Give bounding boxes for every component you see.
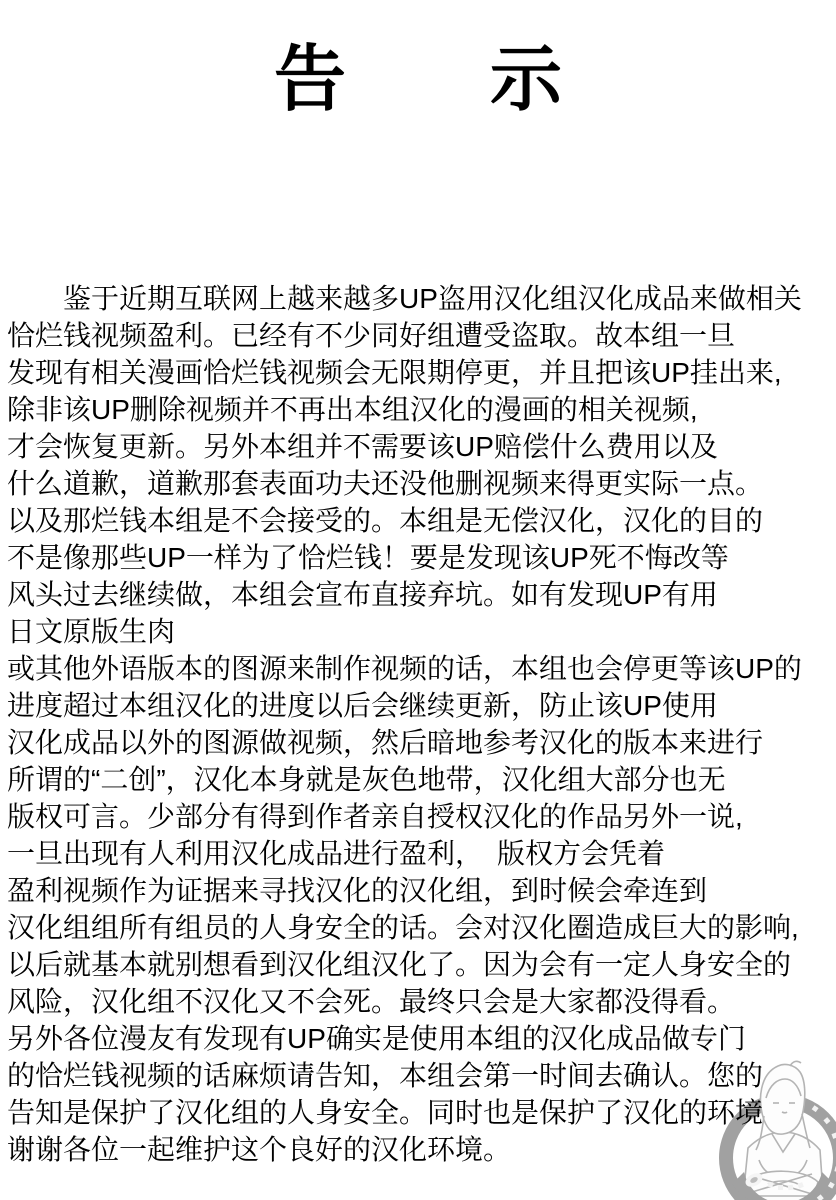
notice-line: 或其他外语版本的图源来制作视频的话，本组也会停更等该UP的 (7, 653, 802, 684)
notice-body (7, 280, 831, 1168)
notice-line: 日文原版生肉 (7, 616, 176, 647)
notice-line: 汉化组组所有组员的人身安全的话。会对汉化圈造成巨大的影响, (7, 912, 799, 943)
notice-line: 风头过去继续做，本组会宣布直接弃坑。如有发现UP有用 (7, 579, 718, 610)
notice-line: 盈利视频作为证据来寻找汉化的汉化组，到时候会牵连到 (7, 875, 708, 906)
notice-line: 一旦出现有人利用汉化成品进行盈利， 版权方会凭着 (7, 838, 666, 869)
notice-line: 才会恢复更新。另外本组并不需要该UP赔偿什么费用以及 (7, 431, 718, 462)
notice-line: 的恰烂钱视频的话麻烦请告知，本组会第一时间去确认。您的 (7, 1060, 764, 1091)
notice-line: 版权可言。少部分有得到作者亲自授权汉化的作品另外一说, (7, 801, 743, 832)
notice-line: 恰烂钱视频盈利。已经有不少同好组遭受盗取。故本组一旦 (7, 320, 736, 351)
notice-line: 风险，汉化组不汉化又不会死。最终只会是大家都没得看。 (7, 986, 736, 1017)
notice-line: 发现有相关漫画恰烂钱视频会无限期停更，并且把该UP挂出来, (7, 357, 782, 388)
notice-line: 鉴于近期互联网上越来越多UP盗用汉化组汉化成品来做相关 (7, 283, 802, 314)
notice-line: 所谓的“二创”，汉化本身就是灰色地带，汉化组大部分也无 (7, 764, 726, 795)
notice-line: 什么道歉，道歉那套表面功夫还没他删视频来得更实际一点。 (7, 468, 764, 499)
notice-line: 除非该UP删除视频并不再出本组汉化的漫画的相关视频, (7, 394, 698, 425)
notice-line: 告知是保护了汉化组的人身安全。同时也是保护了汉化的环境 (7, 1097, 764, 1128)
notice-line: 进度超过本组汉化的进度以后会继续更新，防止该UP使用 (7, 690, 718, 721)
notice-line: 另外各位漫友有发现有UP确实是使用本组的汉化成品做专门 (7, 1023, 746, 1054)
notice-line: 汉化成品以外的图源做视频，然后暗地参考汉化的版本来进行 (7, 727, 764, 758)
notice-line: 不是像那些UP一样为了恰烂钱！要是发现该UP死不悔改等 (7, 542, 729, 573)
notice-line: 谢谢各位一起维护这个良好的汉化环境。 (7, 1134, 512, 1165)
notice-line: 以及那烂钱本组是不会接受的。本组是无偿汉化，汉化的目的 (7, 505, 764, 536)
notice-line: 以后就基本就别想看到汉化组汉化了。因为会有一定人身安全的 (7, 949, 792, 980)
notice-title: 告 示 (273, 40, 562, 120)
